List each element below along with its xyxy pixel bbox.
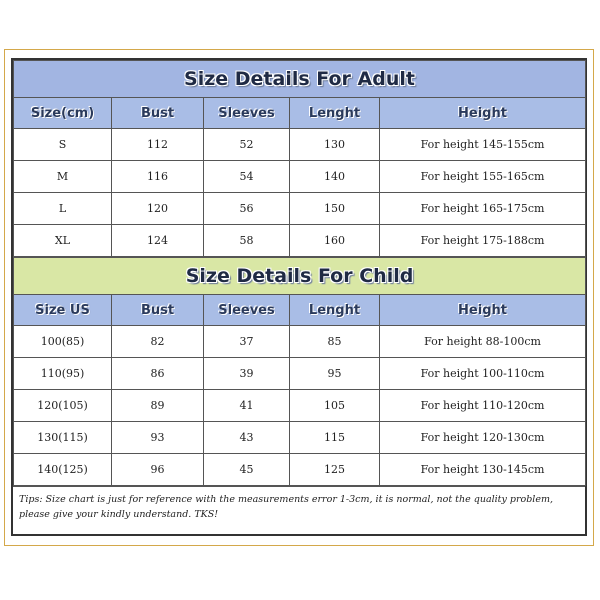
height-cell: For height 100-110cm (380, 358, 586, 390)
sleeves-cell: 37 (204, 326, 290, 358)
column-header: Height (380, 295, 586, 326)
height-cell: For height 145-155cm (380, 129, 586, 161)
bust-cell: 112 (112, 129, 204, 161)
length-cell: 95 (290, 358, 380, 390)
child-header-row (14, 295, 586, 326)
size-cell: S (14, 129, 112, 161)
sleeves-cell: 56 (204, 193, 290, 225)
size-chart-tips: Tips: Size chart is just for reference with the measurements error 1-3cm, it is normal, not the quality problem, please give your kindly understand. TKS! (13, 486, 585, 530)
length-cell: 130 (290, 129, 380, 161)
height-cell: For height 110-120cm (380, 390, 586, 422)
length-cell: 125 (290, 454, 380, 486)
bust-cell: 96 (112, 454, 204, 486)
length-cell: 150 (290, 193, 380, 225)
bust-cell: 86 (112, 358, 204, 390)
bust-cell: 93 (112, 422, 204, 454)
sleeves-cell: 54 (204, 161, 290, 193)
bust-cell: 120 (112, 193, 204, 225)
adult-size-table (13, 60, 586, 257)
adult-header-row (14, 98, 586, 129)
size-cell: M (14, 161, 112, 193)
height-cell: For height 120-130cm (380, 422, 586, 454)
length-cell: 160 (290, 225, 380, 257)
column-header: Height (380, 98, 586, 129)
column-header: Bust (112, 98, 204, 129)
bust-cell: 89 (112, 390, 204, 422)
column-header: Sleeves (204, 98, 290, 129)
table-row (14, 422, 586, 454)
table-row (14, 390, 586, 422)
height-cell: For height 88-100cm (380, 326, 586, 358)
height-cell: For height 165-175cm (380, 193, 586, 225)
table-row (14, 225, 586, 257)
bust-cell: 124 (112, 225, 204, 257)
column-header: Bust (112, 295, 204, 326)
size-cell: 140(125) (14, 454, 112, 486)
table-row (14, 129, 586, 161)
size-chart-frame (4, 49, 594, 546)
sleeves-cell: 43 (204, 422, 290, 454)
column-header: Lenght (290, 98, 380, 129)
table-row (14, 454, 586, 486)
bust-cell: 82 (112, 326, 204, 358)
size-cell: 130(115) (14, 422, 112, 454)
sleeves-cell: 45 (204, 454, 290, 486)
size-cell: L (14, 193, 112, 225)
sleeves-cell: 58 (204, 225, 290, 257)
table-row (14, 358, 586, 390)
sleeves-cell: 41 (204, 390, 290, 422)
length-cell: 105 (290, 390, 380, 422)
child-table-title: Size Details For Child (14, 258, 586, 295)
child-size-table (13, 257, 586, 486)
length-cell: 140 (290, 161, 380, 193)
sleeves-cell: 39 (204, 358, 290, 390)
size-cell: XL (14, 225, 112, 257)
size-chart (11, 58, 587, 536)
length-cell: 85 (290, 326, 380, 358)
table-row (14, 326, 586, 358)
column-header: Size US (14, 295, 112, 326)
column-header: Lenght (290, 295, 380, 326)
height-cell: For height 155-165cm (380, 161, 586, 193)
height-cell: For height 175-188cm (380, 225, 586, 257)
bust-cell: 116 (112, 161, 204, 193)
size-cell: 110(95) (14, 358, 112, 390)
table-row (14, 161, 586, 193)
height-cell: For height 130-145cm (380, 454, 586, 486)
length-cell: 115 (290, 422, 380, 454)
column-header: Size(cm) (14, 98, 112, 129)
table-row (14, 193, 586, 225)
column-header: Sleeves (204, 295, 290, 326)
adult-table-title: Size Details For Adult (14, 61, 586, 98)
sleeves-cell: 52 (204, 129, 290, 161)
size-cell: 120(105) (14, 390, 112, 422)
size-cell: 100(85) (14, 326, 112, 358)
